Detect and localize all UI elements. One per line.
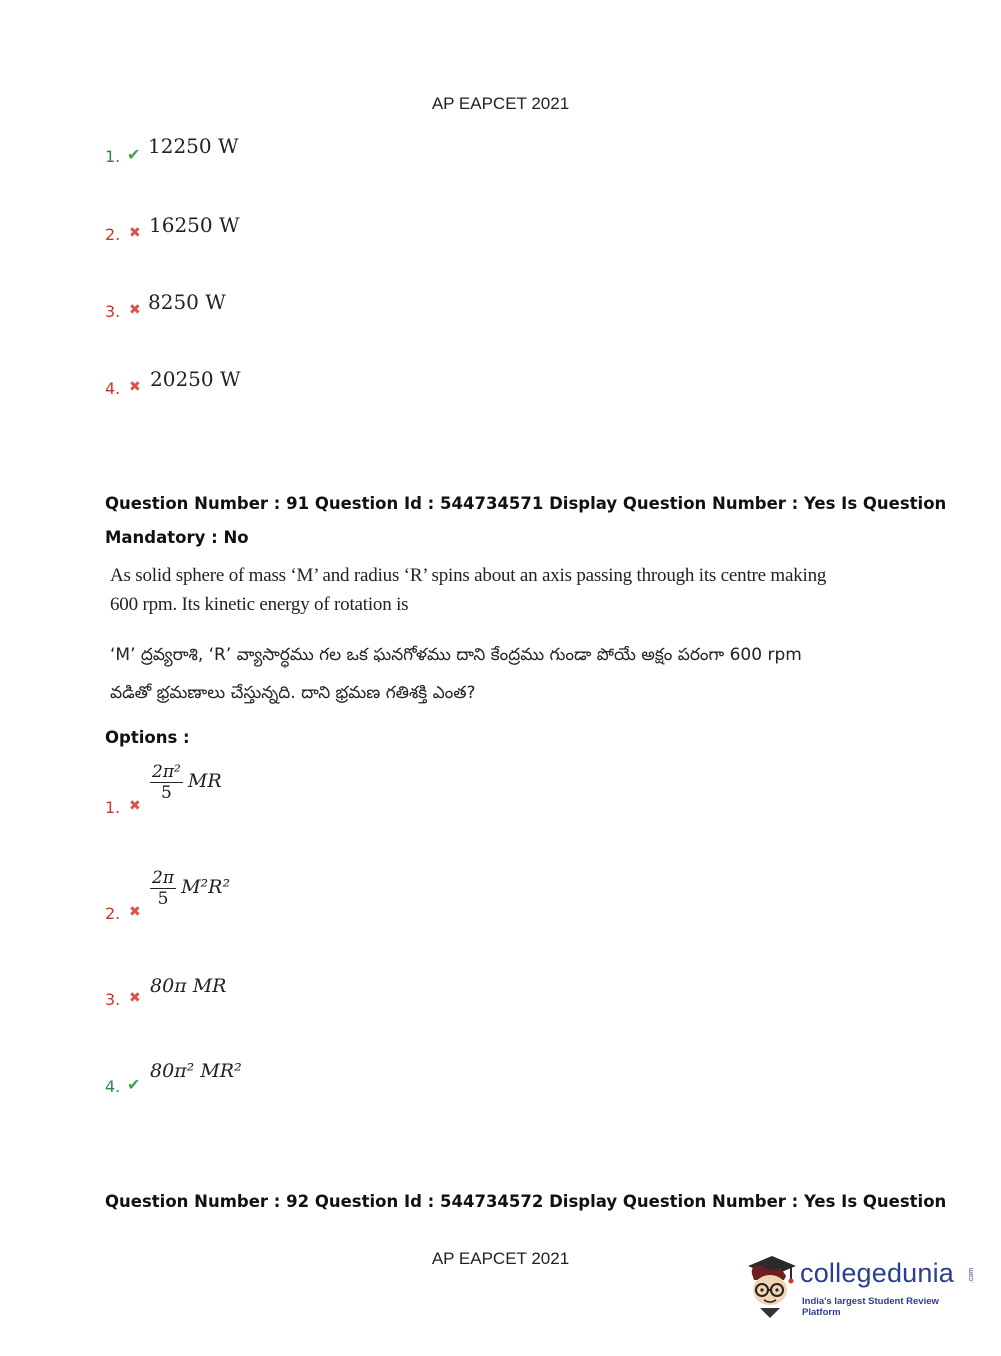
logo-tagline: India's largest Student Review Platform: [802, 1296, 939, 1318]
option-number: 1.: [105, 147, 121, 166]
option-math: $\frac{\text{2π²}}{5}$ MR: [152, 762, 222, 803]
option-value: 12250 W: [148, 134, 239, 158]
page-header: AP EAPCET 2021: [431, 94, 570, 113]
question-text-english-2: 600 rpm. Its kinetic energy of rotation is: [110, 594, 409, 615]
page-footer: AP EAPCET 2021: [431, 1249, 570, 1268]
option-value: 80π MR: [150, 975, 227, 997]
question-text-english-1: As solid sphere of mass ‘M’ and radius ‘R’ spins about an axis passing through its centre making: [110, 565, 827, 586]
cross-icon: ✖: [129, 302, 141, 318]
options-label: Options :: [105, 728, 190, 747]
question-text-telugu-2: వడితో భ్రమణాలు చేస్తున్నది. దాని భ్రమణ గతిశక్తి ఎంత?: [110, 683, 476, 703]
option-number: 2.: [105, 225, 121, 244]
mascot-icon: [742, 1250, 800, 1318]
check-icon: ✔: [127, 1075, 141, 1094]
option-value: 16250 W: [149, 213, 240, 237]
q91-option-1: [105, 762, 405, 822]
option-number: 2.: [105, 904, 121, 923]
q91-option-3: [105, 975, 405, 1015]
cross-icon: ✖: [129, 904, 141, 920]
cross-icon: ✖: [129, 379, 141, 395]
check-icon: ✔: [127, 145, 141, 164]
cross-icon: ✖: [129, 990, 141, 1006]
collegedunia-logo: [742, 1250, 976, 1320]
option-math: $\frac{2\pi}{5}$ M²R²: [152, 868, 231, 909]
option-number: 4.: [105, 379, 121, 398]
logo-com: .com: [968, 1267, 976, 1284]
question-text-telugu-1: ‘M’ ద్రవ్యరాశి, ‘R’ వ్యాసార్ధము గల ఒక ఘనగోళము దాని కేంద్రము గుండా పోయే అక్షం పరంగా 600 rpm: [110, 645, 802, 665]
option-number: 1.: [105, 798, 121, 817]
fraction: $\frac{\text{2π²}}{5}$: [152, 762, 181, 803]
fraction: $\frac{2\pi}{5}$: [152, 868, 174, 909]
mandatory-line: Mandatory : No: [105, 528, 249, 547]
option-number: 3.: [105, 990, 121, 1009]
question-meta-line: Question Number : 91 Question Id : 544734571 Display Question Number : Yes Is Question: [105, 494, 947, 513]
option-number: 3.: [105, 302, 121, 321]
cross-icon: ✖: [129, 798, 141, 814]
question-meta-line: Question Number : 92 Question Id : 544734572 Display Question Number : Yes Is Question: [105, 1192, 947, 1211]
logo-wordmark: collegedunia: [800, 1258, 955, 1288]
option-value: 80π² MR²: [150, 1060, 242, 1082]
cross-icon: ✖: [129, 225, 141, 241]
q91-option-4: [105, 1060, 405, 1100]
option-number: 4.: [105, 1077, 121, 1096]
option-value: 20250 W: [150, 367, 241, 391]
option-value: 8250 W: [148, 290, 226, 314]
q91-option-2: [105, 868, 405, 928]
